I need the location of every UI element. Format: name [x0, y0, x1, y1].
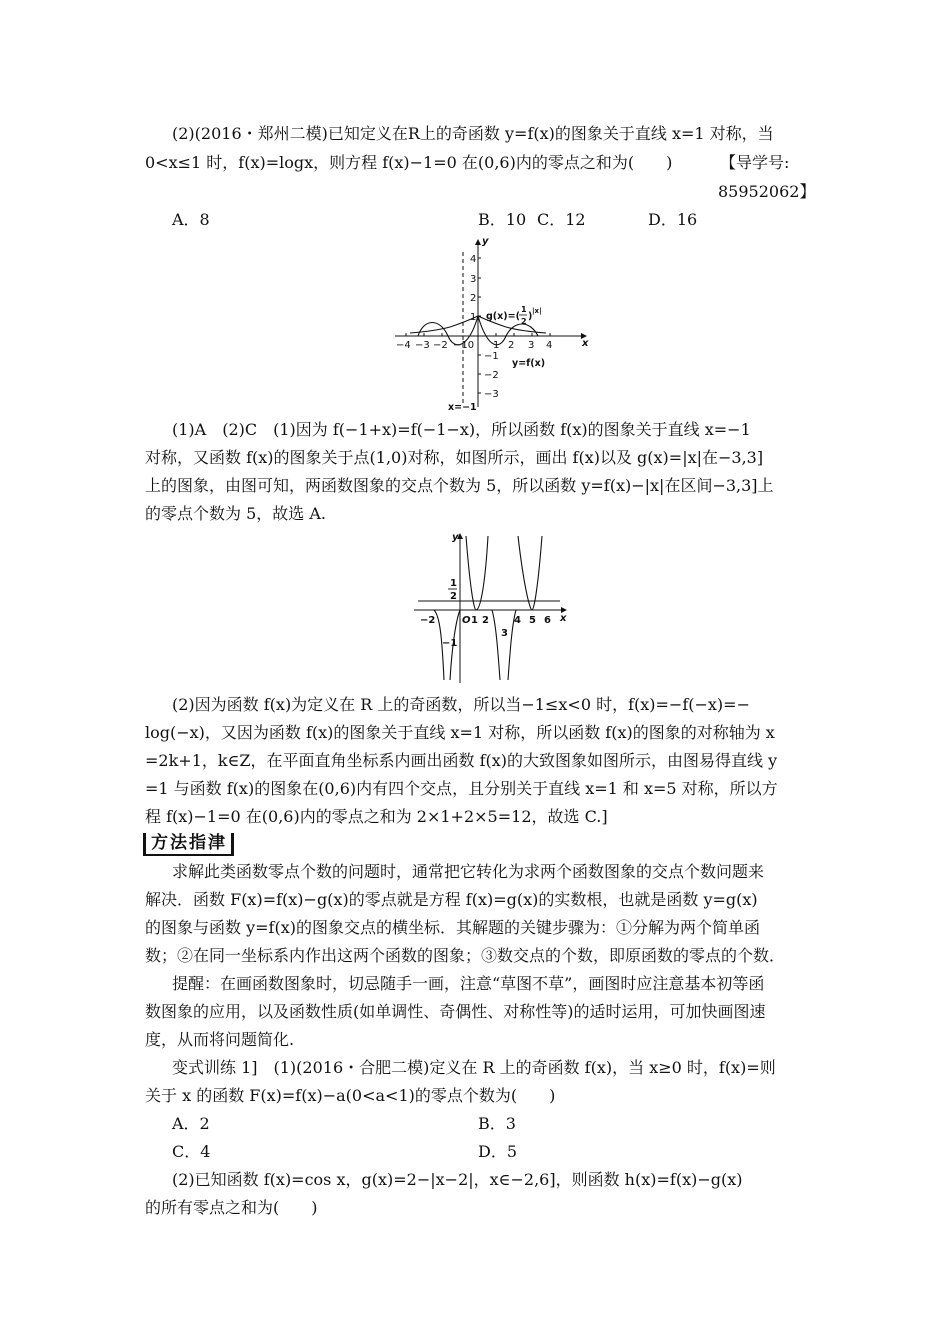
option-a: A．8: [172, 210, 210, 229]
solution2-line3: =2k+1，k∈Z，在平面直角坐标系内画出函数 f(x)的大致图象如图所示，由图易得直线 y: [145, 751, 778, 770]
variant-option-b: B．3: [478, 1114, 516, 1133]
fig1-ytick: 3: [470, 274, 477, 285]
option-b: B．10: [478, 210, 527, 229]
fig1-g-label-prefix: g(x)=(: [486, 311, 520, 322]
fig2-xtick: O: [462, 615, 471, 626]
fig2-xtick: 4: [514, 615, 521, 626]
fig1-xtick: 3: [528, 340, 535, 351]
solution-line1: (1)A (2)C (1)因为 f(−1+x)=f(−1−x)，所以函数 f(x)的图象关于直线 x=−1: [172, 420, 751, 439]
solution-line2: 对称，又函数 f(x)的图象关于点(1,0)对称，如图所示，画出 f(x)以及 g(x)=|x|在−3,3]: [145, 448, 764, 467]
fig1-f-label: y=f(x): [512, 358, 546, 369]
method-p2-line1: 提醒：在画函数图象时，切忌随手一画，注意“草图不草”，画图时应注意基本初等函: [172, 974, 765, 993]
fig1-dashed-label: x=−1: [448, 402, 477, 412]
solution2-line5: 程 f(x)−1=0 在(0,6)内的零点之和为 2×1+2×5=12，故选 C.]: [145, 807, 608, 826]
solution2-line1: (2)因为函数 f(x)为定义在 R 上的奇函数，所以当−1≤x<0 时，f(x)=−f(−x)=−: [172, 695, 750, 714]
fig2-label-neg1: −1: [442, 638, 458, 649]
fig1-x-axis-label: x: [582, 338, 589, 349]
solution2-line4: =1 与函数 f(x)的图象在(0,6)内有四个交点，且分别关于直线 x=1 和 x=5 对称，所以方: [145, 779, 778, 798]
fig1-xtick: −2: [433, 340, 448, 351]
guide-label: 【导学号:: [720, 153, 790, 172]
variant-option-a: A．2: [172, 1114, 210, 1133]
figure2-curve-right: [518, 536, 542, 610]
fig1-xtick: 2: [508, 340, 515, 351]
figure2-graph: [410, 528, 570, 688]
solution2-line2: log(−x)，又因为函数 f(x)的图象关于直线 x=1 对称，所以函数 f(x)的图象的对称轴为 x: [145, 723, 775, 742]
fig1-ytick: −3: [484, 389, 499, 400]
variant-line3: (2)已知函数 f(x)=cos x，g(x)=2−|x−2|，x∈−2,6]，则函数 h(x)=f(x)−g(x): [172, 1170, 743, 1189]
variant-option-c: C．4: [172, 1142, 211, 1161]
problem2-line2: 0<x≤1 时，f(x)=logx，则方程 f(x)−1=0 在(0,6)内的零点之和为( ): [145, 153, 673, 172]
fig2-xtick: −2: [420, 615, 436, 626]
variant-line1: 变式训练 1] (1)(2016・合肥二模)定义在 R 上的奇函数 f(x)，当 x≥0 时，f(x)=则: [172, 1058, 776, 1077]
figure2-curve-mid1: [466, 536, 488, 610]
fig1-g-label-den: 2: [521, 317, 527, 326]
fig2-xtick: 6: [544, 615, 551, 626]
figure2-curve-mid2: [492, 610, 500, 680]
fig2-xtick: 1: [471, 615, 478, 626]
fig1-g-label-exp: |x|: [532, 307, 542, 315]
variant-line2: 关于 x 的函数 F(x)=f(x)−a(0<a<1)的零点个数为( ): [145, 1086, 556, 1105]
fig1-ytick: 1: [470, 312, 477, 323]
fig1-ytick: −2: [484, 370, 499, 381]
fig2-xtick: 5: [529, 615, 536, 626]
solution-line3: 上的图象，由图可知，两函数图象的交点个数为 5，所以函数 y=f(x)−|x|在区间−3,3]上: [145, 476, 774, 495]
variant-option-d: D．5: [478, 1142, 518, 1161]
method-p2-line2: 数图象的应用，以及函数性质(如单调性、奇偶性、对称性等)的适时运用，可加快画图速: [145, 1002, 766, 1021]
figure1-graph: [390, 232, 600, 412]
svg-text:): ): [528, 311, 533, 322]
fig1-ytick: −1: [484, 351, 499, 362]
fig2-half-num: 1: [450, 578, 457, 589]
fig1-xtick: 1: [493, 340, 500, 351]
fig1-xtick: −3: [415, 340, 430, 351]
option-d: D．16: [648, 210, 698, 229]
fig2-y-axis-label: y: [452, 532, 459, 543]
fig1-ytick: 4: [470, 254, 477, 265]
fig1-xtick: 4: [546, 340, 553, 351]
solution-line4: 的零点个数为 5，故选 A.: [145, 504, 326, 523]
fig2-x-axis-label: x: [560, 613, 567, 624]
method-p1-line4: 数；②在同一坐标系内作出这两个函数的图象；③数交点的个数，即原函数的零点的个数．: [145, 946, 786, 965]
problem2-line1: (2)(2016・郑州二模)已知定义在R上的奇函数 y=f(x)的图象关于直线 x=1 对称，当: [172, 124, 774, 143]
fig1-origin: −10: [453, 340, 475, 351]
fig1-g-label-num: 1: [521, 305, 527, 314]
method-p1-line3: 的图象与函数 y=f(x)的图象交点的横坐标．其解题的关键步骤为：①分解为两个简单函: [145, 918, 760, 937]
fig1-y-axis-label: y: [482, 236, 489, 247]
option-c: C．12: [537, 210, 586, 229]
guide-number: 85952062】: [718, 182, 816, 201]
method-heading: 方法指津: [143, 833, 234, 856]
fig2-half-den: 2: [450, 591, 457, 602]
method-p2-line3: 度，从而将问题简化.: [145, 1030, 295, 1049]
fig2-xtick: 2: [482, 615, 489, 626]
fig2-label-3: 3: [501, 628, 508, 639]
fig1-ytick: 2: [470, 293, 477, 304]
fig1-xtick: −4: [396, 340, 411, 351]
method-p1-line2: 解决．函数 F(x)=f(x)−g(x)的零点就是方程 f(x)=g(x)的实数根，也就是函数 y=g(x): [145, 890, 758, 909]
method-p1-line1: 求解此类函数零点个数的问题时，通常把它转化为求两个函数图象的交点个数问题来: [172, 862, 765, 881]
variant-line4: 的所有零点之和为( ): [145, 1198, 318, 1217]
